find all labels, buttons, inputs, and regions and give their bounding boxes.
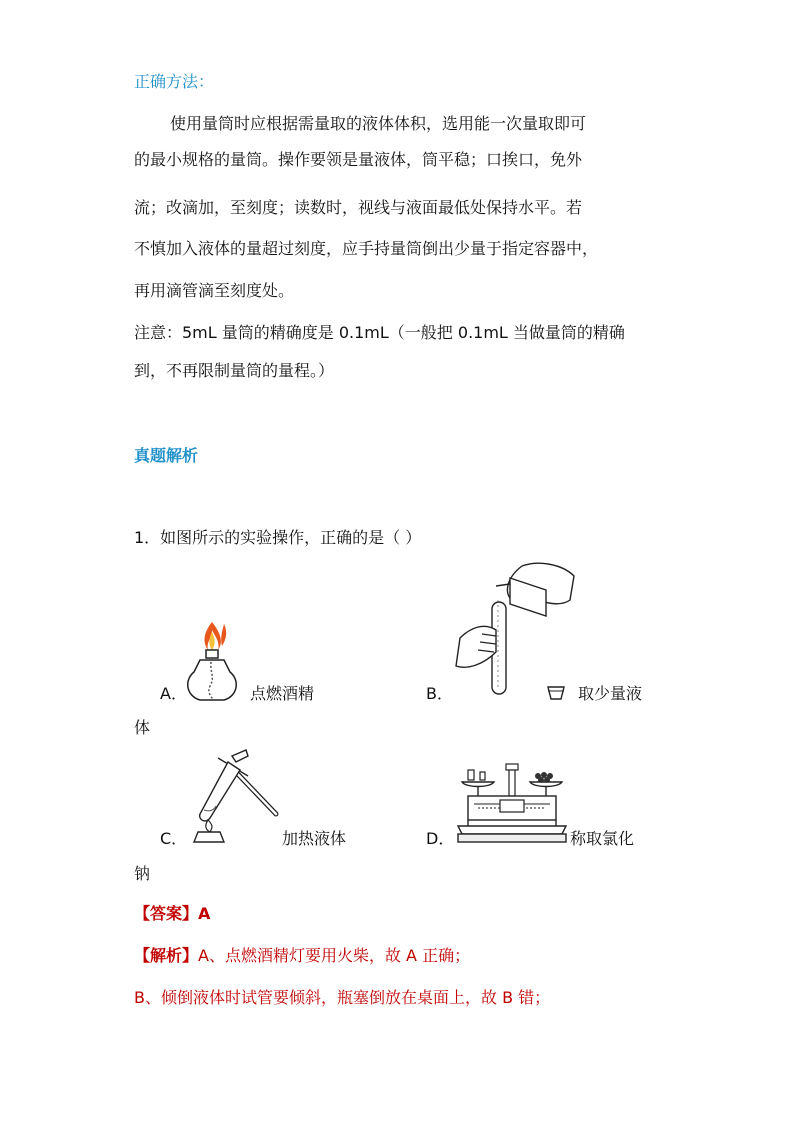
option-a-text: 点燃酒精 (250, 684, 315, 703)
note-line-2: 到，不再限制量筒的量程。） (134, 361, 335, 380)
method-line-2: 的最小规格的量筒。操作要领是量液体，筒平稳；口挨口，免外 (134, 150, 583, 169)
option-c-letter: C． (160, 829, 188, 848)
analysis-tag: 【解析】 (134, 946, 199, 965)
method-line-5: 再用滴管滴至刻度处。 (134, 281, 295, 300)
heat-test-tube-icon (188, 748, 282, 844)
method-line-4: 不慎加入液体的量超过刻度，应手持量筒倒出少量于指定容器中， (134, 239, 599, 258)
option-c-wrap: 钠 (134, 864, 151, 883)
option-d-letter: D． (426, 829, 455, 848)
balance-scale-icon (456, 764, 568, 846)
option-b-letter: B． (426, 684, 453, 703)
alcohol-lamp-icon (178, 614, 248, 704)
analysis-line-2: B、倾倒液体时试管要倾斜，瓶塞倒放在桌面上，故 B 错； (134, 988, 551, 1007)
option-c-text: 加热液体 (282, 829, 347, 848)
section-heading: 真题解析 (134, 446, 199, 465)
method-heading: 正确方法： (134, 72, 215, 91)
note-line-1: 注意：5mL 量筒的精确度是 0.1mL（一般把 0.1mL 当做量筒的精确 (134, 323, 625, 342)
question-stem: 1．如图所示的实验操作，正确的是（ ） (134, 528, 422, 547)
answer-value: A (198, 904, 211, 923)
option-a-wrap: 体 (134, 718, 151, 737)
option-d-text: 称取氯化 (570, 829, 635, 848)
option-b-text: 取少量液 (578, 684, 643, 703)
method-line-3: 流；改滴加，至刻度；读数时，视线与液面最低处保持水平。若 (134, 198, 583, 217)
pour-liquid-icon (452, 560, 580, 700)
method-line-1: 使用量筒时应根据需量取的液体体积，选用能一次量取即可 (170, 114, 587, 133)
analysis-text-1: A、点燃酒精灯要用火柴，故 A 正确； (198, 946, 471, 965)
answer-tag: 【答案】 (134, 904, 199, 923)
answer-line (134, 902, 210, 926)
analysis-line-1 (134, 944, 470, 968)
option-a-letter: A． (160, 684, 187, 703)
stopper-icon (546, 684, 566, 702)
